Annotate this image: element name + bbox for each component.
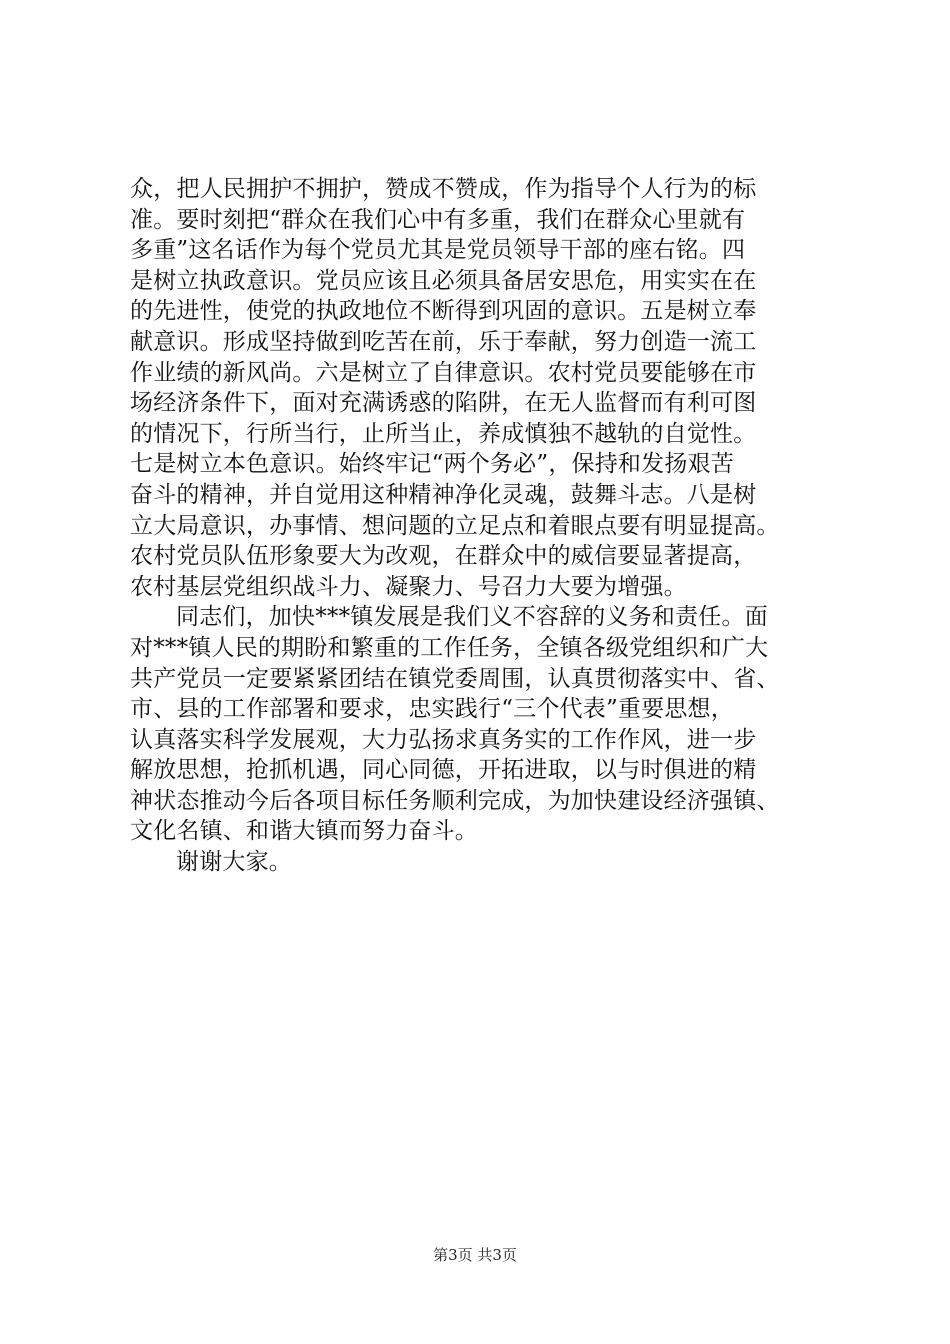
text-line: 的情况下，行所当行，止所当止，养成慎独不越轨的自觉性。 [130,420,757,447]
text-line: 多重”这名话作为每个党员尤其是党员领导干部的座右铭。四 [130,237,746,264]
text-line: 众，把人民拥护不拥护，赞成不赞成，作为指导个人行为的标 [130,176,757,202]
text-line: 农村党员队伍形象要大为改观，在群众中的威信要显著提高， [130,543,757,570]
text-line: 对***镇人民的期盼和繁重的工作任务，全镇各级党组织和广大 [130,634,769,661]
text-line: 农村基层党组织战斗力、凝聚力、号召力大要为增强。 [130,573,687,600]
text-line: 的先进性，使党的执政地位不断得到巩固的意识。五是树立奉 [130,298,757,325]
closing-line: 谢谢大家。 [176,849,292,876]
text-line: 奋斗的精神，并自觉用这种精神净化灵魂，鼓舞斗志。八是树 [130,481,757,508]
paragraph-first-line: 同志们，加快***镇发展是我们义不容辞的义务和责任。面 [176,604,768,631]
body-text [130,174,850,878]
text-line: 共产党员一定要紧紧团结在镇党委周围，认真贯彻落实中、省、 [130,665,780,692]
text-line: 神状态推动今后各项目标任务顺利完成，为加快建设经济强镇、 [130,787,780,814]
text-line: 认真落实科学发展观，大力弘扬求真务实的工作作风，进一步 [130,726,757,753]
text-line: 解放思想，抢抓机遇，同心同德，开拓进取，以与时俱进的精 [130,757,757,784]
text-line: 立大局意识，办事情、想问题的立足点和着眼点要有明显提高。 [130,512,780,539]
text-line: 准。要时刻把“群众在我们心中有多重，我们在群众心里就有 [130,206,746,233]
text-line: 文化名镇、和谐大镇而努力奋斗。 [130,818,478,845]
text-line: 是树立执政意识。党员应该且必须具备居安思危，用实实在在 [130,267,757,294]
text-line: 七是树立本色意识。始终牢记“两个务必”，保持和发扬艰苦 [130,451,734,478]
text-line: 献意识。形成坚持做到吃苦在前，乐于奉献，努力创造一流工 [130,328,757,355]
text-line: 作业绩的新风尚。六是树立了自律意识。农村党员要能够在市 [130,359,757,386]
text-line: 场经济条件下，面对充满诱惑的陷阱，在无人监督而有利可图 [130,390,757,417]
page-number-footer: 第3页 共3页 [433,1246,517,1264]
text-line: 市、县的工作部署和要求，忠实践行“三个代表”重要思想， [130,696,734,723]
